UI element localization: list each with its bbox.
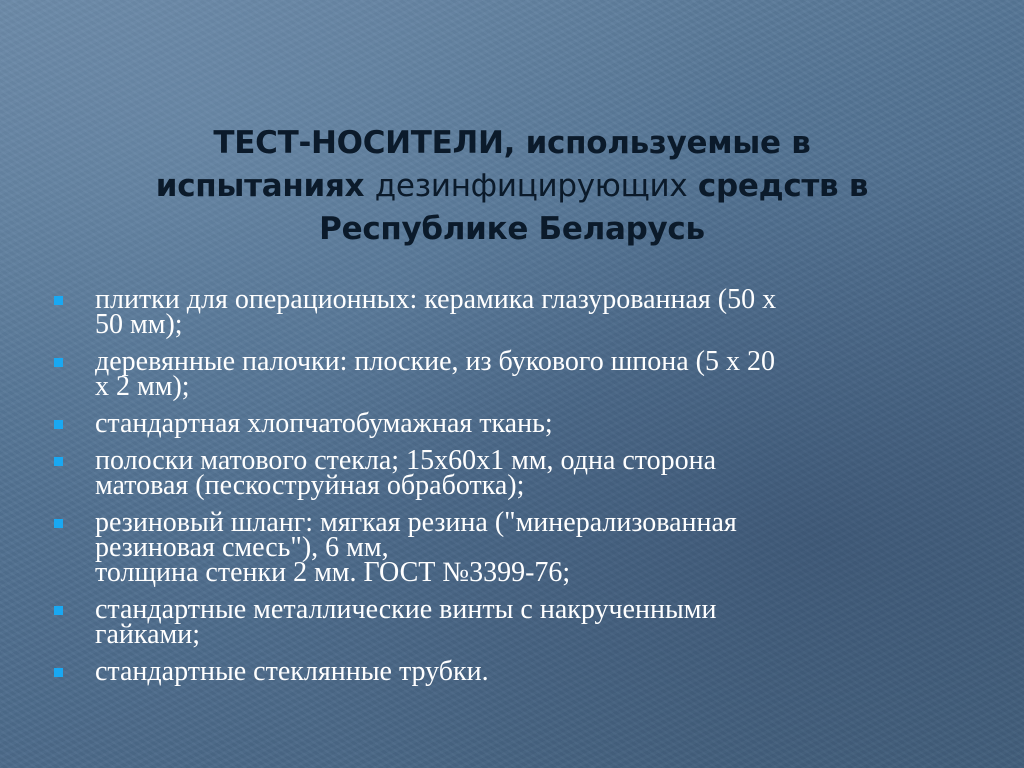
- title-line-2: [100, 165, 924, 208]
- list-item: [52, 594, 982, 650]
- list-item-line: стандартные металлические винты с накрученными: [95, 594, 717, 625]
- list-item: [52, 507, 982, 588]
- square-bullet-icon: [54, 668, 63, 677]
- title-line-3: Республике Беларусь: [319, 211, 705, 247]
- list-item-line: 50 мм);: [95, 309, 183, 340]
- list-item-line: полоски матового стекла; 15х60х1 мм, одна сторона: [95, 445, 717, 476]
- square-bullet-icon: [54, 606, 63, 615]
- title-line-2-part-a: испытаниях: [155, 168, 365, 204]
- square-bullet-icon: [54, 420, 63, 429]
- list-item-line: резиновый шланг: мягкая резина ("минерализованная: [95, 507, 737, 538]
- list-item-line: резиновая смесь"), 6 мм,: [95, 532, 389, 563]
- slide-title: [100, 122, 924, 251]
- list-item-line: матовая (пескоструйная обработка);: [95, 470, 525, 501]
- list-item: [52, 408, 982, 439]
- list-item: [52, 656, 982, 687]
- list-item-line: х 2 мм);: [95, 371, 190, 402]
- list-item-line: толщина стенки 2 мм. ГОСТ №3399-76;: [95, 557, 571, 588]
- title-line-2-part-b: дезинфицирующих: [374, 168, 688, 204]
- list-item-line: стандартные стеклянные трубки.: [95, 656, 489, 687]
- list-item-line: стандартная хлопчатобумажная ткань;: [95, 408, 553, 439]
- list-item: [52, 284, 982, 340]
- list-item-line: деревянные палочки: плоские, из букового шпона (5 х 20: [95, 346, 775, 377]
- square-bullet-icon: [54, 358, 63, 367]
- bullet-list: [52, 284, 982, 696]
- title-line-1: ТЕСТ-НОСИТЕЛИ, используемые в: [213, 125, 811, 161]
- list-item: [52, 445, 982, 501]
- list-item-line: плитки для операционных: керамика глазурованная (50 х: [95, 284, 777, 315]
- title-line-2-part-c: средств в: [697, 168, 869, 204]
- list-item-line: гайками;: [95, 619, 200, 650]
- list-item: [52, 346, 982, 402]
- square-bullet-icon: [54, 457, 63, 466]
- square-bullet-icon: [54, 519, 63, 528]
- square-bullet-icon: [54, 296, 63, 305]
